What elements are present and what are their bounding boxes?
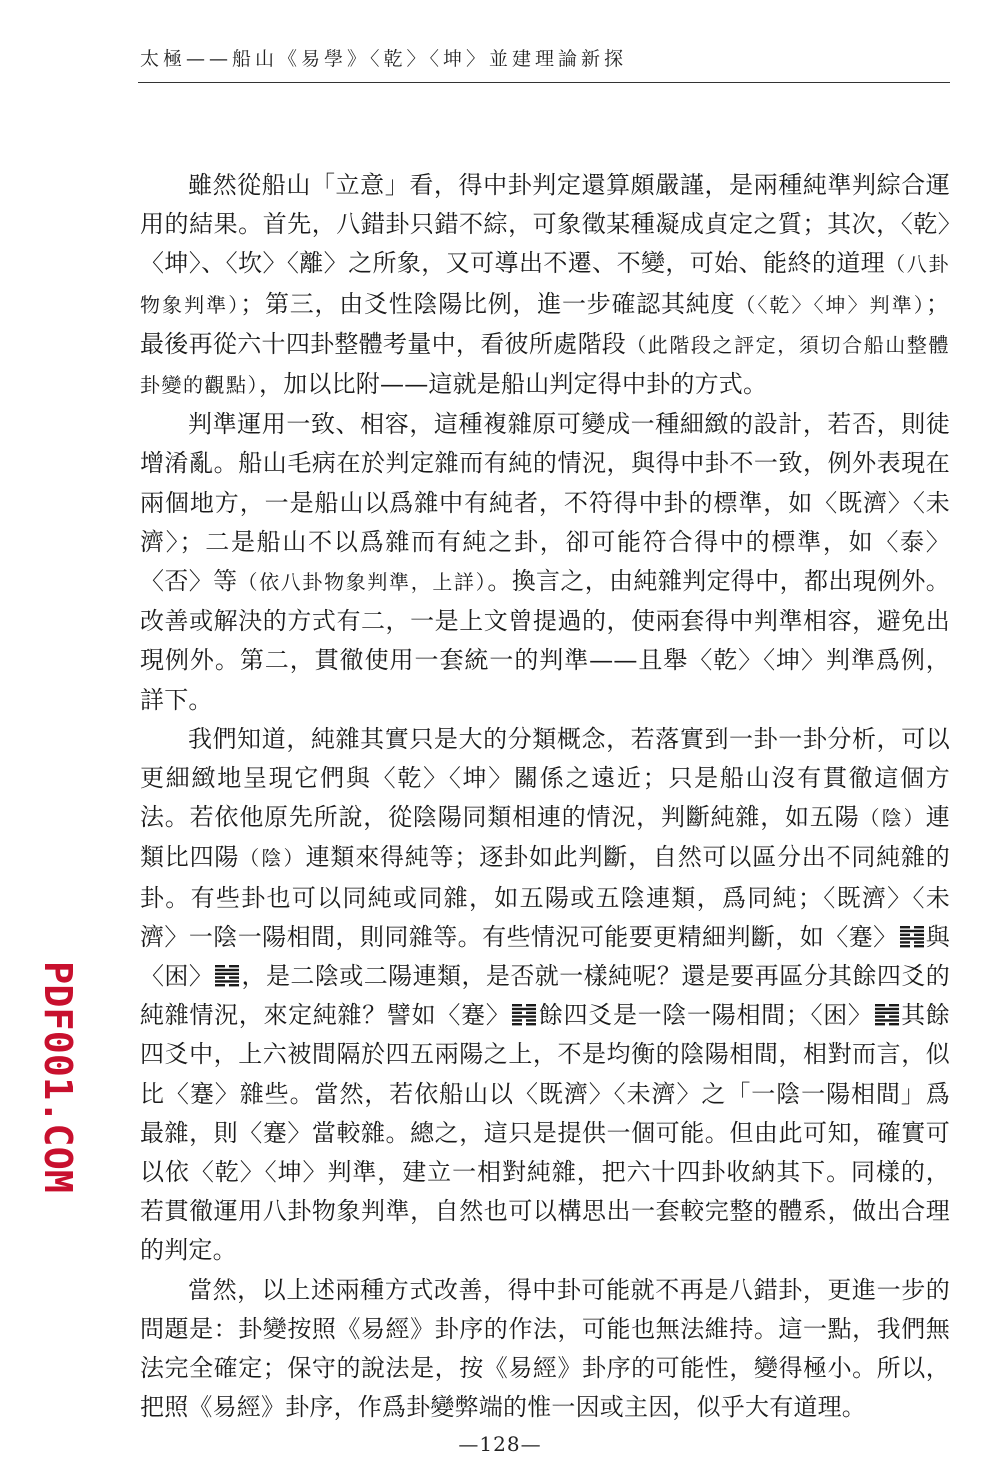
paragraph [140, 166, 950, 405]
yin-line-segment [512, 1012, 522, 1014]
annotation-text: （〈乾〉〈坤〉判準） [735, 292, 926, 317]
yang-line [512, 1008, 536, 1010]
kun-hexagram-icon [875, 1004, 899, 1026]
yin-line-segment [215, 965, 225, 967]
yin-line-segment [512, 1004, 522, 1006]
annotation-text: （陰） [859, 806, 926, 831]
kun-hexagram-icon [215, 965, 239, 987]
annotation-text: （依八卦物象判準，上詳） [237, 570, 488, 595]
annotation-text: （八卦物象判準） [140, 252, 950, 317]
yin-line-segment [900, 941, 910, 943]
yin-line-segment [914, 941, 924, 943]
jian-hexagram-icon [900, 926, 924, 948]
watermark [14, 958, 80, 1198]
paragraph-text: ；第三，由爻性陰陽比例，進一步確認其純度 [240, 289, 736, 318]
yin-line-segment [900, 945, 910, 947]
yin-line-segment [526, 1004, 536, 1006]
paragraph [140, 405, 950, 720]
annotation-text: （陰） [239, 846, 306, 871]
yin-line-segment [526, 1019, 536, 1021]
yin-line-segment [512, 1023, 522, 1025]
yin-line-segment [512, 1019, 522, 1021]
yang-line [215, 969, 239, 971]
running-head: 太極——船山《易學》〈乾〉〈坤〉並建理論新探 [140, 48, 628, 70]
yin-line-segment [875, 1023, 885, 1025]
paragraph-text: ，是二陰或二陽連類，是否就一樣純呢？還是要再區分其餘四爻的純雜情況，來定純雜？譬如〈蹇〉 [140, 962, 950, 1030]
yin-line-segment [889, 1023, 899, 1025]
paragraph-text: 雖然從船山「立意」看，得中卦判定還算頗嚴謹，是兩種純準判綜合運用的結果。首先，八錯卦只錯不綜，可象徵某種凝成貞定之質；其次，〈乾〉〈坤〉、〈坎〉〈離〉之所象，又可導出不遷、不變，可始、能終的道理 [140, 171, 950, 278]
paragraph-text: ；最後再從六十四卦整體考量中，看彼所處階段 [140, 289, 951, 358]
yin-line-segment [215, 976, 225, 978]
jian-hexagram-icon [512, 1004, 536, 1026]
paragraph-text: ，加以比附——這就是船山判定得中卦的方式。 [259, 370, 768, 399]
annotation-text: （此階段之評定，須切合船山整體卦變的觀點） [140, 332, 951, 398]
yang-line [900, 930, 924, 932]
yin-line-segment [229, 984, 239, 986]
yin-line-segment [900, 933, 910, 935]
yang-line [875, 1008, 899, 1010]
yin-line-segment [229, 976, 239, 978]
yang-line [215, 980, 239, 982]
paragraph [140, 720, 950, 1271]
yang-line [875, 1019, 899, 1021]
body-text [140, 166, 950, 1428]
yang-line [215, 973, 239, 975]
paragraph [140, 1271, 950, 1428]
yin-line-segment [526, 1012, 536, 1014]
page-number: —128— [458, 1432, 542, 1456]
paragraph-text: 連類比四陽 [140, 803, 950, 872]
paragraph-text: 連類來得純等；逐卦如此判斷，自然可以區分出不同純雜的卦。有些卦也可以同純或同雜，如五陽或五陰連類，爲同純；〈既濟〉〈未濟〉一陰一陽相間，則同雜等。有些情況可能要更精細判斷，如〈蹇〉 [140, 843, 950, 951]
paragraph-text: 我們知道，純雜其實只是大的分類概念，若落實到一卦一卦分析，可以更細緻地呈現它們與〈乾〉〈坤〉關係之遠近；只是船山沒有貫徹這個方法。若依他原先所說，從陰陽同類相連的情況，判斷純雜，如五陽 [140, 724, 950, 832]
paragraph-text: 餘四爻是一陰一陽相間；〈困〉 [538, 1001, 873, 1030]
yang-line [512, 1016, 536, 1018]
yang-line [875, 1012, 899, 1014]
yin-line-segment [875, 1004, 885, 1006]
yin-line-segment [889, 1016, 899, 1018]
yin-line-segment [914, 945, 924, 947]
yin-line-segment [889, 1004, 899, 1006]
yin-line-segment [875, 1016, 885, 1018]
yin-line-segment [215, 984, 225, 986]
paragraph-text: 當然，以上述兩種方式改善，得中卦可能就不再是八錯卦，更進一步的問題是：卦變按照《易經》卦序的作法，可能也無法維持。這一點，我們無法完全確定；保守的說法是，按《易經》卦序的可能性，變得極小。所以，把照《易經》卦序，作爲卦變弊端的惟一因或主因，似乎大有道理。 [140, 1275, 950, 1422]
yin-line-segment [900, 926, 910, 928]
paragraph-text: 判準運用一致、相容，這種複雜原可變成一種細緻的設計，若否，則徒增淆亂。船山毛病在於判定雜而有純的情況，與得中卦不一致，例外表現在兩個地方，一是船山以爲雜中有純者，不符得中卦的標準，如〈既濟〉〈未濟〉；二是船山不以爲雜而有純之卦，卻可能符合得中的標準，如〈泰〉〈否〉等 [140, 410, 950, 596]
yin-line-segment [914, 926, 924, 928]
paragraph-text: 。換言之，由純雜判定得中，都出現例外。改善或解決的方式有二，一是上文曾提過的，使兩套得中判準相容，避免出現例外。第二，貫徹使用一套統一的判準——且舉〈乾〉〈坤〉判準爲例，詳下。 [140, 567, 950, 714]
yang-line [900, 937, 924, 939]
header-rule [138, 82, 950, 83]
yin-line-segment [526, 1023, 536, 1025]
paragraph-text: 與〈困〉 [140, 922, 950, 991]
yin-line-segment [914, 933, 924, 935]
paragraph-text: 其餘四爻中，上六被間隔於四五兩陽之上，不是均衡的陰陽相間，相對而言，似比〈蹇〉雜些。當然，若依船山以〈既濟〉〈未濟〉之「一陰一陽相間」爲最雜，則〈蹇〉當較雜。總之，這只是提供一個可能。但由此可知，確實可以依〈乾〉〈坤〉判準，建立一相對純雜，把六十四卦收納其下。同樣的，若貫徹運用八卦物象判準，自然也可以構思出一套較完整的體系，做出合理的判定。 [140, 1001, 950, 1265]
watermark-text: PDF001.COM [36, 961, 80, 1190]
yin-line-segment [229, 965, 239, 967]
